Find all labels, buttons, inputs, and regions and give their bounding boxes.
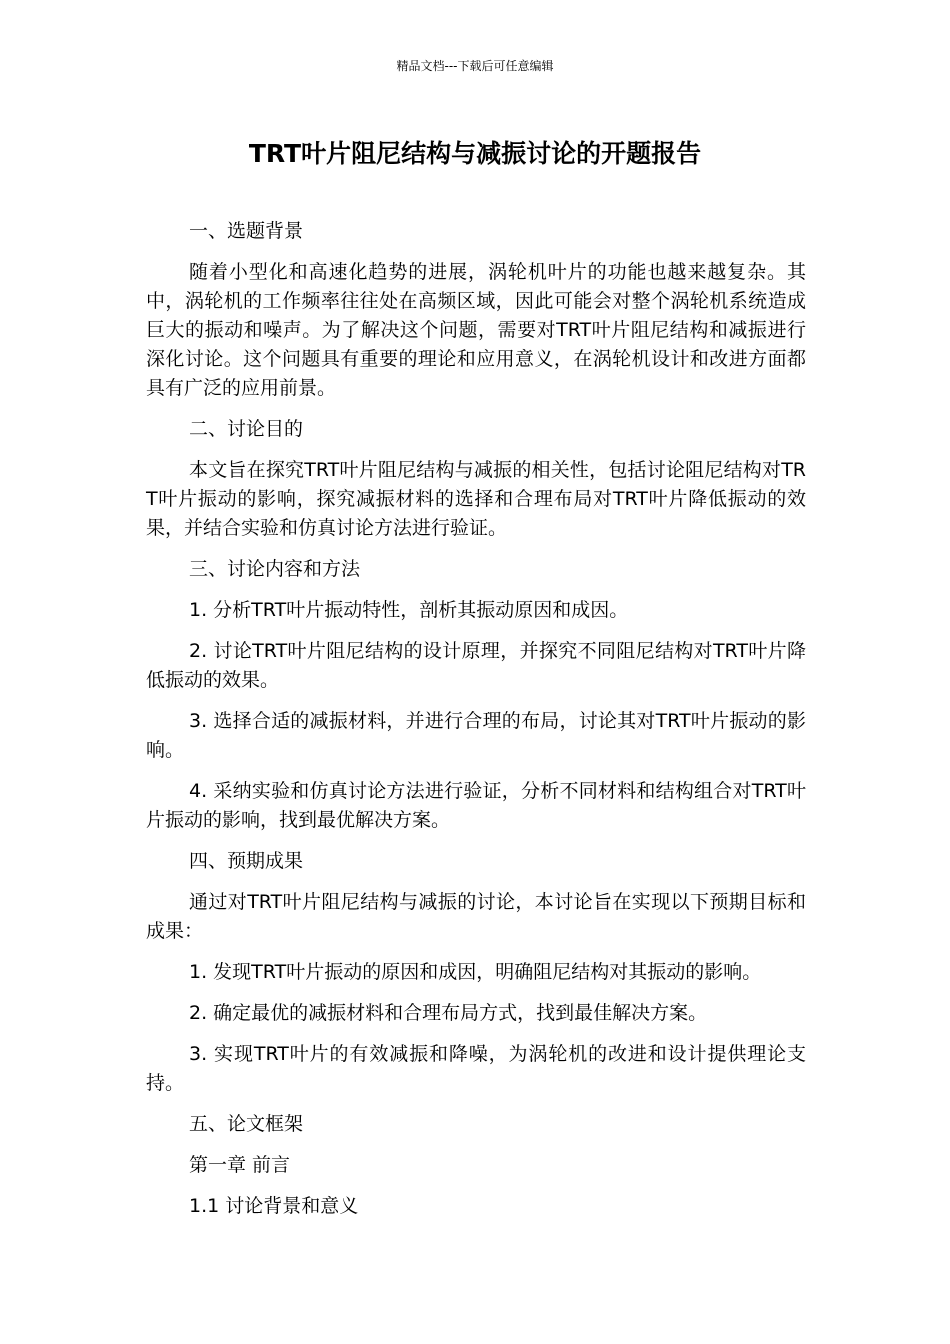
section-heading: 三、讨论内容和方法	[189, 558, 361, 580]
list-item: 4. 采纳实验和仿真讨论方法进行验证，分析不同材料和结构组合对TRT叶片振动的影响，找到最优解决方案。	[146, 780, 806, 831]
list-item: 2. 确定最优的减振材料和合理布局方式，找到最佳解决方案。	[189, 1002, 708, 1024]
page-header: 精品文档---下载后可任意编辑	[396, 59, 554, 73]
subsection-heading: 1.1 讨论背景和意义	[189, 1195, 359, 1217]
body-paragraph: 通过对TRT叶片阻尼结构与减振的讨论，本讨论旨在实现以下预期目标和成果：	[146, 891, 806, 942]
list-item: 1. 分析TRT叶片振动特性，剖析其振动原因和成因。	[189, 599, 629, 621]
section-heading: 二、讨论目的	[189, 418, 304, 440]
list-item: 2. 讨论TRT叶片阻尼结构的设计原理，并探究不同阻尼结构对TRT叶片降低振动的效果。	[146, 640, 806, 691]
body-paragraph: 本文旨在探究TRT叶片阻尼结构与减振的相关性，包括讨论阻尼结构对TRT叶片振动的影响，探究减振材料的选择和合理布局对TRT叶片降低振动的效果，并结合实验和仿真讨论方法进行验证。	[146, 459, 806, 539]
chapter-heading: 第一章 前言	[189, 1154, 291, 1176]
list-item: 1. 发现TRT叶片振动的原因和成因，明确阻尼结构对其振动的影响。	[189, 961, 762, 983]
list-item: 3. 选择合适的减振材料，并进行合理的布局，讨论其对TRT叶片振动的影响。	[146, 710, 806, 761]
document-title: TRT叶片阻尼结构与减振讨论的开题报告	[248, 139, 702, 168]
section-heading: 四、预期成果	[189, 850, 304, 872]
document-body	[146, 217, 806, 1233]
body-paragraph: 随着小型化和高速化趋势的进展，涡轮机叶片的功能也越来越复杂。其中，涡轮机的工作频率往往处在高频区域，因此可能会对整个涡轮机系统造成巨大的振动和噪声。为了解决这个问题，需要对TRT叶片阻尼结构和减振进行深化讨论。这个问题具有重要的理论和应用意义，在涡轮机设计和改进方面都具有广泛的应用前景。	[146, 261, 806, 399]
section-heading: 一、选题背景	[189, 220, 304, 242]
section-heading: 五、论文框架	[189, 1113, 304, 1135]
list-item: 3. 实现TRT叶片的有效减振和降噪，为涡轮机的改进和设计提供理论支持。	[146, 1043, 806, 1094]
